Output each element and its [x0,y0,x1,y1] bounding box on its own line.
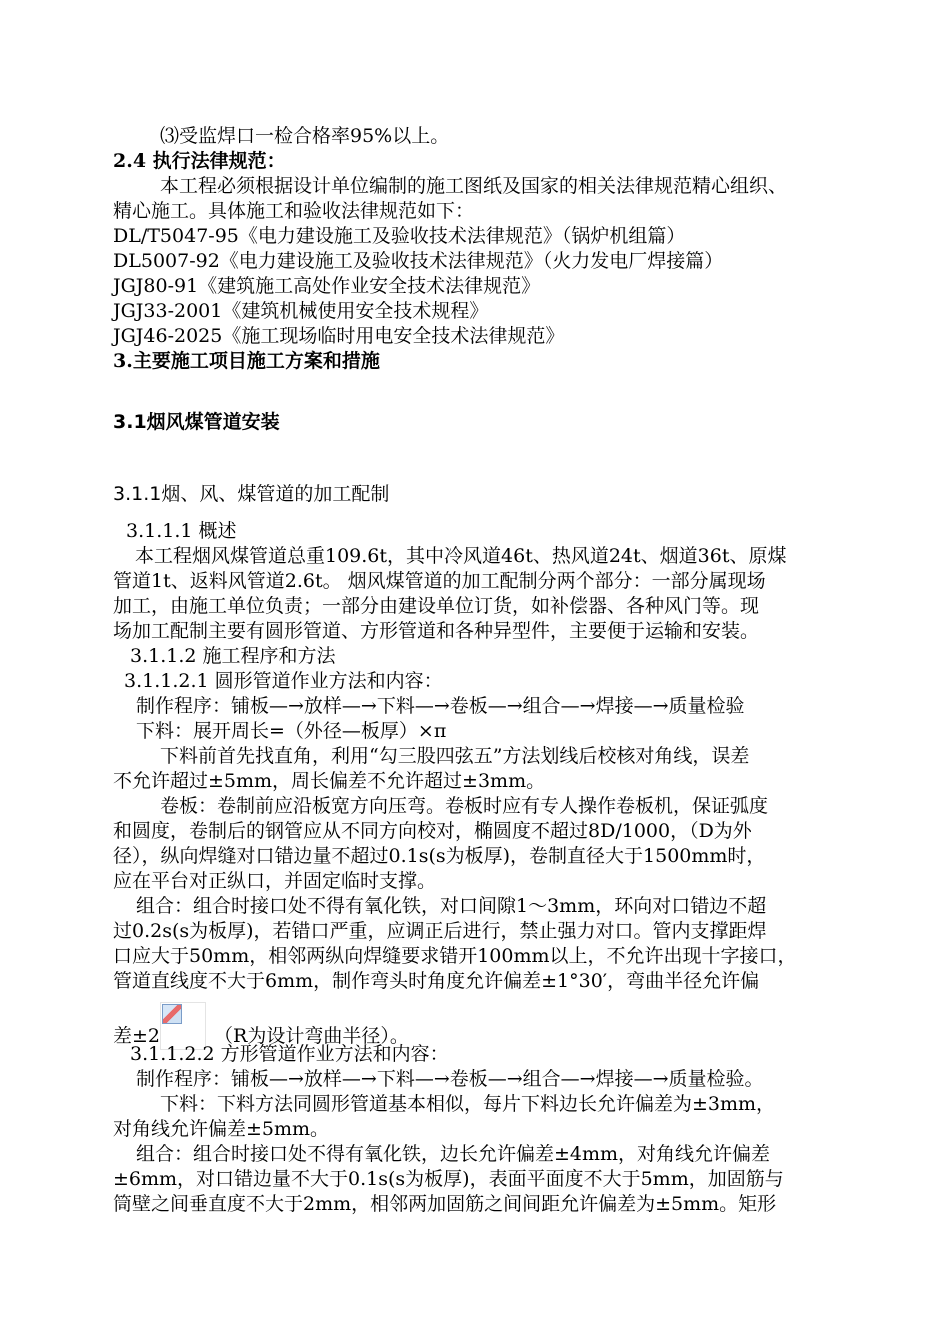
text-line: 本工程烟风煤管道总重109.6t，其中冷风道46t、热风道24t、烟道36t、原煤 [135,545,787,567]
text-line: 管道1t、返料风管道2.6t。 烟风煤管道的加工配制分两个部分：一部分属现场 [113,570,766,592]
text-line: 和圆度，卷制后的钢管应从不同方向校对，椭圆度不超过8D/1000，（D为外 [113,820,752,842]
image-placeholder-icon [162,1004,182,1024]
formula-line: 下料：展开周长=（外径—板厚）×π [136,720,447,742]
section-heading: 3.主要施工项目施工方案和措施 [113,350,380,372]
standard-item: JGJ46-2025《施工现场临时用电安全技术法律规范》 [113,325,565,347]
text-line: 下料：下料方法同圆形管道基本相似，每片下料边长允许偏差为±3mm， [160,1093,776,1115]
standard-item: DL/T5047-95《电力建设施工及验收技术法律规范》（锅炉机组篇） [113,225,686,247]
text-line: 应在平台对正纵口，并固定临时支撑。 [113,870,437,892]
text-line: 制作程序：铺板—→放样—→下料—→卷板—→组合—→焊接—→质量检验。 [136,1068,764,1090]
text-line: 卷板：卷制前应沿板宽方向压弯。卷板时应有专人操作卷板机，保证弧度 [160,795,769,817]
text-line: 过0.2s(s为板厚)，若错口严重，应调正后进行，禁止强力对口。管内支撑距焊 [113,920,767,942]
text-line: 径），纵向焊缝对口错边量不超过0.1s(s为板厚)，卷制直径大于1500mm时， [113,845,766,867]
text-line: 不允许超过±5mm，周长偏差不允许超过±3mm。 [113,770,546,792]
section-heading: 3.1烟风煤管道安装 [113,411,280,433]
subsection-heading: 3.1.1.1 概述 [126,520,237,542]
text-line: 制作程序：铺板—→放样—→下料—→卷板—→组合—→焊接—→质量检验 [136,695,745,717]
text-line: ±6mm，对口错边量不大于0.1s(s为板厚)，表面平面度不大于5mm，加固筋与 [113,1168,784,1190]
subsection-heading: 3.1.1.2 施工程序和方法 [130,645,336,667]
subsection-heading: 3.1.1烟、风、煤管道的加工配制 [113,483,390,505]
text-line: 下料前首先找直角，利用“勾三股四弦五”方法划线后校核对角线，误差 [160,745,750,767]
text-line: 加工，由施工单位负责；一部分由建设单位订货，如补偿器、各种风门等。现 [113,595,760,617]
text-line: 管道直线度不大于6mm，制作弯头时角度允许偏差±1°30′，弯曲半径允许偏 [113,970,760,992]
text-line: 组合：组合时接口处不得有氧化铁，对口间隙1～3mm，环向对口错边不超 [136,895,767,917]
text-line: 筒壁之间垂直度不大于2mm，相邻两加固筋之间间距允许偏差为±5mm。矩形 [113,1193,777,1215]
standard-item: JGJ80-91《建筑施工高处作业安全技术法律规范》 [113,275,541,297]
text-fragment: 差±2 [113,1025,161,1047]
section-heading: 2.4 执行法律规范： [113,150,286,172]
text-line: 场加工配制主要有圆形管道、方形管道和各种异型件，主要便于运输和安装。 [113,620,760,642]
text-line: ⑶受监焊口一检合格率95%以上。 [160,125,450,147]
standard-item: DL5007-92《电力建设施工及验收技术法律规范》（火力发电厂焊接篇） [113,250,724,272]
text-fragment: （R为设计弯曲半径）。 [214,1025,409,1047]
text-line: 精心施工。具体施工和验收法律规范如下： [113,200,475,222]
text-line: 本工程必须根据设计单位编制的施工图纸及国家的相关法律规范精心组织、 [160,175,788,197]
subsection-heading: 3.1.1.2.1 圆形管道作业方法和内容： [124,670,443,692]
text-line: 口应大于50mm，相邻两纵向焊缝要求错开100mm以上，不允许出现十字接口， [113,945,797,967]
text-line: 对角线允许偏差±5mm。 [113,1118,330,1140]
text-line: 组合：组合时接口处不得有氧化铁，边长允许偏差±4mm，对角线允许偏差 [136,1143,771,1165]
standard-item: JGJ33-2001《建筑机械使用安全技术规程》 [113,300,489,322]
subsection-heading: 3.1.1.2.2 方形管道作业方法和内容： [130,1043,449,1065]
